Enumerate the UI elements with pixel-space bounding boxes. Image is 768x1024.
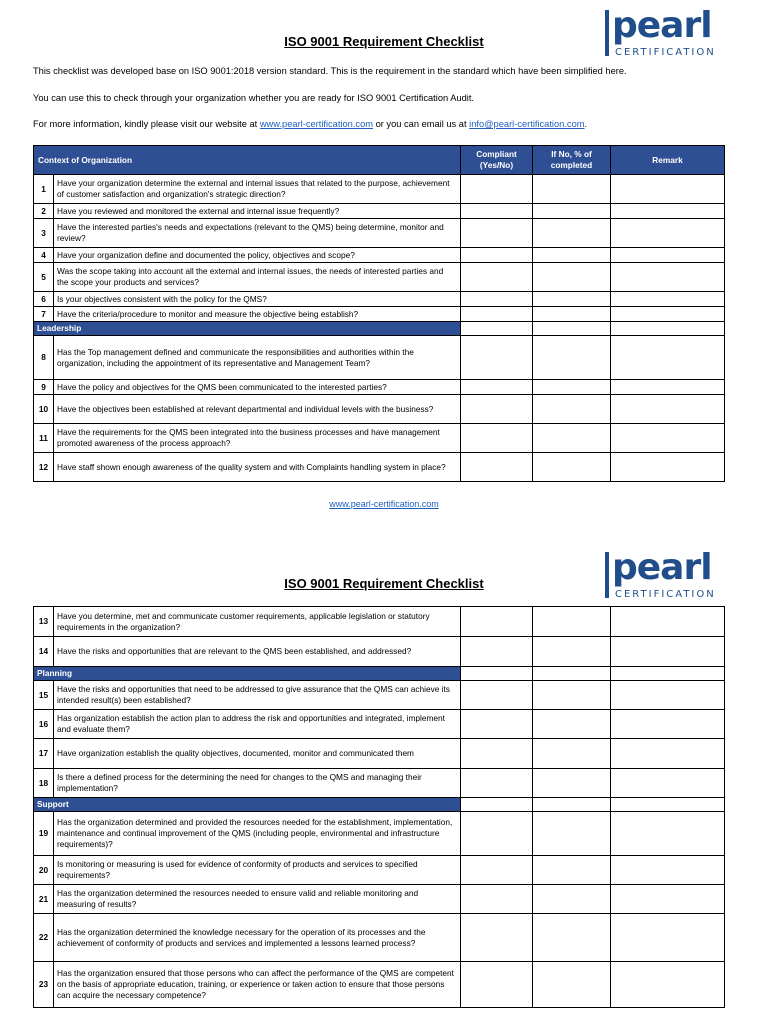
compliant-cell[interactable] (461, 812, 533, 856)
item-text: Have the policy and objectives for the QMS been communicated to the interested parties? (54, 380, 461, 395)
item-text: Have organization establish the quality objectives, documented, monitor and communicated them (54, 739, 461, 769)
table-row (34, 710, 725, 739)
checklist-table-page1 (33, 145, 725, 482)
item-number: 15 (34, 681, 54, 710)
logo-word: pearl (612, 547, 712, 588)
percent-cell[interactable] (533, 292, 611, 307)
percent-cell[interactable] (533, 681, 611, 710)
compliant-cell[interactable] (461, 292, 533, 307)
table-header-row (34, 146, 725, 175)
section-header: Context of Organization (34, 146, 461, 175)
compliant-cell[interactable] (461, 962, 533, 1008)
table-row (34, 248, 725, 263)
table-row (34, 424, 725, 453)
compliant-cell (461, 322, 533, 336)
table-row (34, 962, 725, 1008)
item-number: 19 (34, 812, 54, 856)
percent-cell[interactable] (533, 219, 611, 248)
item-text: Have the objectives been established at relevant departmental and individual levels with the business? (54, 395, 461, 424)
item-number: 2 (34, 204, 54, 219)
item-number: 11 (34, 424, 54, 453)
compliant-cell (461, 667, 533, 681)
table-row (34, 307, 725, 322)
checklist-table-page2 (33, 606, 725, 1008)
item-number: 1 (34, 175, 54, 204)
compliant-cell[interactable] (461, 204, 533, 219)
footer-website-link[interactable]: www.pearl-certification.com (329, 499, 439, 509)
item-number: 17 (34, 739, 54, 769)
item-number: 8 (34, 336, 54, 380)
item-text: Has the organization ensured that those persons who can affect the performance of the QMS are competent on the basis of appropriate education, training, or experience or taken action to ensure that those persons can acquire the necessary competence? (54, 962, 461, 1008)
logo-bar (605, 10, 609, 56)
item-number: 13 (34, 607, 54, 637)
compliant-cell[interactable] (461, 263, 533, 292)
item-number: 14 (34, 637, 54, 667)
item-text: Has the organization determined and provided the resources needed for the establishment, implementation, maintenance and continual improvement of the QMS (including people, environmental and infrastructure requirements)? (54, 812, 461, 856)
remark-cell[interactable] (611, 395, 725, 424)
table-row (34, 263, 725, 292)
remark-cell (611, 667, 725, 681)
remark-cell[interactable] (611, 175, 725, 204)
item-text: Was the scope taking into account all the external and internal issues, the needs of interested parties and the scope your products and services? (54, 263, 461, 292)
percent-cell[interactable] (533, 380, 611, 395)
remark-cell[interactable] (611, 219, 725, 248)
table-row (34, 395, 725, 424)
item-text: Is there a defined process for the determining the need for changes to the QMS and managing their implementation? (54, 769, 461, 798)
table-row (34, 453, 725, 482)
remark-cell[interactable] (611, 710, 725, 739)
percent-cell[interactable] (533, 739, 611, 769)
remark-cell[interactable] (611, 812, 725, 856)
item-text: Has the organization determined the resources needed to ensure valid and reliable monitoring and measuring of results? (54, 885, 461, 914)
item-number: 6 (34, 292, 54, 307)
table-row (34, 885, 725, 914)
page-title: ISO 9001 Requirement Checklist (284, 34, 484, 49)
compliant-cell[interactable] (461, 856, 533, 885)
compliant-cell[interactable] (461, 637, 533, 667)
table-row (34, 219, 725, 248)
percent-cell (533, 667, 611, 681)
item-text: Have the risks and opportunities that are relevant to the QMS been established, and addressed? (54, 637, 461, 667)
percent-cell[interactable] (533, 856, 611, 885)
remark-cell[interactable] (611, 681, 725, 710)
intro-line-2: You can use this to check through your organization whether you are ready for ISO 9001 Certification Audit. (33, 93, 475, 103)
percent-cell[interactable] (533, 637, 611, 667)
section-label: Leadership (34, 322, 461, 336)
percent-cell[interactable] (533, 248, 611, 263)
compliant-cell[interactable] (461, 175, 533, 204)
intro-text: For more information, kindly please visit our website at (33, 119, 260, 129)
percent-cell[interactable] (533, 812, 611, 856)
compliant-cell[interactable] (461, 219, 533, 248)
percent-cell[interactable] (533, 395, 611, 424)
percent-cell[interactable] (533, 263, 611, 292)
percent-cell[interactable] (533, 885, 611, 914)
logo-bar (605, 552, 609, 598)
item-number: 21 (34, 885, 54, 914)
compliant-cell[interactable] (461, 914, 533, 962)
table-row (34, 812, 725, 856)
if-no-header: If No, % of completed (533, 146, 611, 175)
compliant-cell[interactable] (461, 395, 533, 424)
intro-line-3 (33, 119, 587, 129)
item-text: Have the requirements for the QMS been integrated into the business processes and have management promoted awareness of the process approach? (54, 424, 461, 453)
remark-cell[interactable] (611, 424, 725, 453)
remark-cell[interactable] (611, 380, 725, 395)
item-number: 16 (34, 710, 54, 739)
compliant-cell[interactable] (461, 681, 533, 710)
table-row (34, 292, 725, 307)
percent-cell[interactable] (533, 962, 611, 1008)
email-link[interactable]: info@pearl-certification.com (469, 119, 585, 129)
compliant-cell[interactable] (461, 424, 533, 453)
compliant-cell[interactable] (461, 380, 533, 395)
logo-word: pearl (612, 5, 712, 46)
table-row (34, 607, 725, 637)
compliant-cell[interactable] (461, 248, 533, 263)
remark-cell[interactable] (611, 204, 725, 219)
table-row (34, 637, 725, 667)
percent-cell (533, 798, 611, 812)
table-row (34, 856, 725, 885)
item-text: Have you determine, met and communicate customer requirements, applicable legislation or statutory requirements in the organization? (54, 607, 461, 637)
item-text: Have your organization determine the external and internal issues that related to the purpose, achievement of customer satisfaction and organization's strategic direction? (54, 175, 461, 204)
table-row (34, 681, 725, 710)
table-row (34, 739, 725, 769)
percent-cell[interactable] (533, 914, 611, 962)
item-text: Has the Top management defined and communicate the responsibilities and authorities within the organization, including the appointment of its representative and Management Team? (54, 336, 461, 380)
compliant-cell (461, 798, 533, 812)
percent-cell[interactable] (533, 710, 611, 739)
table-row (34, 380, 725, 395)
item-text: Have the interested parties's needs and expectations (relevant to the QMS) being determine, monitor and review? (54, 219, 461, 248)
compliant-cell[interactable] (461, 885, 533, 914)
logo-subtitle: CERTIFICATION (615, 47, 716, 58)
remark-cell[interactable] (611, 914, 725, 962)
compliant-cell[interactable] (461, 307, 533, 322)
remark-cell[interactable] (611, 263, 725, 292)
compliant-header: Compliant (Yes/No) (461, 146, 533, 175)
table-row (34, 914, 725, 962)
compliant-cell[interactable] (461, 769, 533, 798)
footer (0, 499, 768, 509)
remark-cell[interactable] (611, 962, 725, 1008)
section-label: Support (34, 798, 461, 812)
percent-cell[interactable] (533, 607, 611, 637)
item-text: Is monitoring or measuring is used for evidence of conformity of products and services to specified requirements? (54, 856, 461, 885)
table-row (34, 336, 725, 380)
compliant-cell[interactable] (461, 607, 533, 637)
remark-cell[interactable] (611, 292, 725, 307)
table-row (34, 204, 725, 219)
item-number: 22 (34, 914, 54, 962)
remark-cell[interactable] (611, 336, 725, 380)
compliant-cell[interactable] (461, 710, 533, 739)
remark-cell[interactable] (611, 607, 725, 637)
item-text: Has organization establish the action plan to address the risk and opportunities and integrated, implement and evaluate them? (54, 710, 461, 739)
table-row (34, 175, 725, 204)
item-number: 12 (34, 453, 54, 482)
percent-cell[interactable] (533, 453, 611, 482)
percent-cell[interactable] (533, 204, 611, 219)
remark-cell[interactable] (611, 307, 725, 322)
item-text: Have the risks and opportunities that need to be addressed to give assurance that the QMS can achieve its intended result(s) been established? (54, 681, 461, 710)
logo-subtitle: CERTIFICATION (615, 589, 716, 600)
item-text: Have staff shown enough awareness of the quality system and with Complaints handling system in place? (54, 453, 461, 482)
remark-cell[interactable] (611, 739, 725, 769)
remark-cell[interactable] (611, 248, 725, 263)
table-row (34, 769, 725, 798)
item-number: 3 (34, 219, 54, 248)
item-number: 23 (34, 962, 54, 1008)
intro-line-1: This checklist was developed base on ISO 9001:2018 version standard. This is the requirement in the standard which have been simplified here. (33, 66, 627, 76)
percent-cell[interactable] (533, 175, 611, 204)
item-number: 18 (34, 769, 54, 798)
intro-text: or you can email us at (373, 119, 470, 129)
remark-cell[interactable] (611, 637, 725, 667)
section-row-leadership (34, 322, 725, 336)
section-label: Planning (34, 667, 461, 681)
section-row-planning (34, 667, 725, 681)
item-text: Is your objectives consistent with the policy for the QMS? (54, 292, 461, 307)
item-number: 9 (34, 380, 54, 395)
item-number: 4 (34, 248, 54, 263)
item-text: Have you reviewed and monitored the external and internal issue frequently? (54, 204, 461, 219)
compliant-cell[interactable] (461, 336, 533, 380)
intro-text: . (584, 119, 588, 129)
remark-cell[interactable] (611, 453, 725, 482)
page-title: ISO 9001 Requirement Checklist (284, 576, 484, 591)
remark-header: Remark (611, 146, 725, 175)
percent-cell[interactable] (533, 307, 611, 322)
percent-cell[interactable] (533, 424, 611, 453)
percent-cell (533, 322, 611, 336)
item-text: Have the criteria/procedure to monitor and measure the objective being establish? (54, 307, 461, 322)
compliant-cell[interactable] (461, 739, 533, 769)
item-number: 5 (34, 263, 54, 292)
remark-cell[interactable] (611, 885, 725, 914)
item-number: 20 (34, 856, 54, 885)
remark-cell[interactable] (611, 769, 725, 798)
item-text: Have your organization define and documented the policy, objectives and scope? (54, 248, 461, 263)
section-row-support (34, 798, 725, 812)
percent-cell[interactable] (533, 336, 611, 380)
compliant-cell[interactable] (461, 453, 533, 482)
remark-cell (611, 322, 725, 336)
item-text: Has the organization determined the knowledge necessary for the operation of its processes and the achievement of conformity of products and services and implemented a lessons learned process? (54, 914, 461, 962)
remark-cell[interactable] (611, 856, 725, 885)
remark-cell (611, 798, 725, 812)
percent-cell[interactable] (533, 769, 611, 798)
item-number: 7 (34, 307, 54, 322)
item-number: 10 (34, 395, 54, 424)
website-link[interactable]: www.pearl-certification.com (259, 119, 373, 129)
